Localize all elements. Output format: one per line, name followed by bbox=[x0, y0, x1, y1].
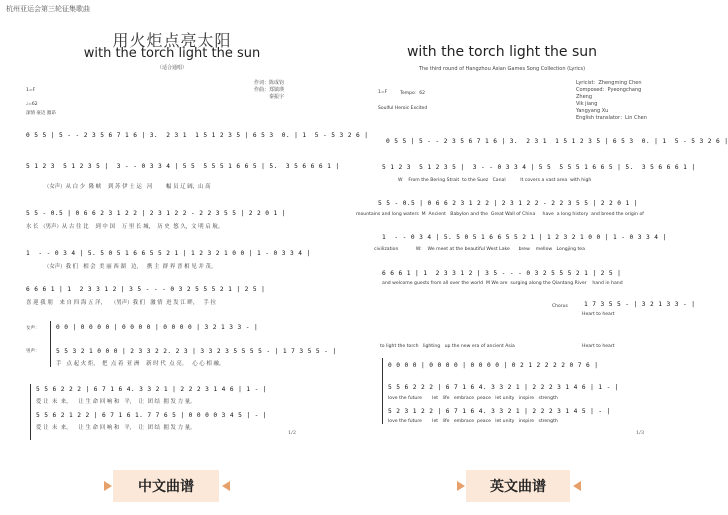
lyric-line: W From the Bering Strait to the Suez Canal It covers a vast area with high bbox=[398, 178, 592, 183]
notation-line: 5 1 2 3 5 1 2 3 5 | 3 - - 0 3 3 4 | 5 5 5 5 5 1 6 6 5 | 5. 3 5 6 6 6 1 | bbox=[382, 164, 696, 171]
score-title-cn: 用火炬点亮太阳 bbox=[112, 31, 232, 50]
key-signature: 1=F bbox=[378, 90, 388, 95]
notation-line: 1 7 3 5 5 - | 3 2 1 3 3 - | bbox=[584, 301, 696, 308]
credit-line: Lyricist：Zhengming Chen bbox=[576, 80, 642, 86]
notation-line: 0 5 5 | 5 - - 2 3 5 6 7 1 6 | 3. 2 3 1 1 5 1 2 3 5 | 6 5 3 0. | 1 5 - 5 3 2 6 | bbox=[386, 138, 728, 145]
score-credits bbox=[576, 80, 652, 122]
tempo-mark: ♩=62 bbox=[26, 102, 38, 107]
notation-line: 1 - - 0 3 4 | 5. 5 0 5 1 6 6 5 5 2 1 | 1 2 3 2 1 0 0 | 1 - 0 3 3 4 | bbox=[382, 234, 667, 241]
page-number: 1/2 bbox=[288, 430, 297, 436]
lyric-line: （女声）从 白 少 隆 峡 到 苏 伊 士 运 河 幅 员 辽 阔，山 高 bbox=[44, 184, 211, 190]
credit-line: Vik jiang bbox=[576, 101, 598, 107]
notation-line: 5 5 6 2 2 2 | 6 7 1 6 4. 3 3 2 1 | 2 2 2 3 1 4 6 | 1 - | bbox=[388, 384, 620, 391]
notation-line: 5 5 - 0.5 | 0 6 6 2 3 1 2 2 | 2 3 1 2 2 - 2 2 3 5 5 | 2 2 0 1 | bbox=[26, 210, 286, 217]
score-subtitle: The third round of Hangzhou Asian Games Song Collection (Lyrics) bbox=[418, 66, 586, 72]
credit-line: English translator：Lin Chen bbox=[576, 115, 647, 121]
notation-line: 6 6 6 1 | 1 2 3 3 1 2 | 3 5 - - - 0 3 2 5 5 5 2 1 | 2 5 | bbox=[26, 286, 266, 293]
lyric-line: love the future let life embrace peace let unity inspire strength bbox=[388, 396, 558, 401]
notation-line: 6 6 6 1 | 1 2 3 3 1 2 | 3 5 - - - 0 3 2 5 5 5 2 1 | 2 5 | bbox=[382, 270, 622, 277]
chorus-label: Chorus bbox=[552, 304, 568, 309]
notation-line: 0 0 0 0 | 0 0 0 0 | 0 0 0 0 | 0 2 1 2 2 2 2 0 7 6 | bbox=[388, 362, 599, 369]
lyric-line: 水 长 （男声）从 古 往 比 到 中 国 万 里 长 城， 历 史 悠 久，文 明 启 航。 bbox=[26, 224, 224, 230]
lyric-line: civilization W: We meet at the beautiful West Lake brew mellow Longjing tea bbox=[374, 247, 585, 252]
system-brace bbox=[382, 358, 385, 424]
credit-line: 作曲：郑镇瑛 bbox=[254, 87, 285, 93]
notation-line: 5 5 6 2 2 2 | 6 7 1 6 4. 3 3 2 1 | 2 2 2 3 1 4 6 | 1 - | bbox=[36, 386, 268, 393]
arrow-left-icon bbox=[573, 481, 581, 491]
english-score-button[interactable] bbox=[466, 470, 570, 502]
score-title-en: with the torch light the sun bbox=[83, 46, 261, 61]
key-signature: 1=F bbox=[26, 88, 36, 93]
notation-line: 5 5 6 2 1 2 2 | 6 7 1 6 1. 7 7 6 5 | 0 0 0 0 3 4 5 | - | bbox=[36, 412, 268, 419]
score-page-english bbox=[352, 18, 728, 438]
part-label-male: 男声： bbox=[26, 349, 40, 354]
arrow-right-icon bbox=[104, 481, 112, 491]
lyric-line: Heart to heart bbox=[582, 344, 615, 349]
system-brace bbox=[30, 384, 33, 440]
tempo-mark: Tempo：62 bbox=[400, 91, 425, 96]
system-brace bbox=[50, 321, 53, 367]
notation-line: 5 5 3 2 1 0 0 0 | 2 3 3 2 2. 2 3 | 3 3 2 3 5 5 5 5 - | 1 7 3 5 5 - | bbox=[56, 348, 337, 355]
chinese-score-button-label: 中文曲谱 bbox=[138, 479, 194, 495]
style-mark: 深情 豪迈 激昂 bbox=[26, 111, 56, 116]
lyric-line: and welcome guests from all over the world M We are surging along the Qiantang River hand in hand bbox=[382, 281, 623, 286]
notation-line: 5 1 2 3 5 1 2 3 5 | 3 - - 0 3 3 4 | 5 5 5 5 5 1 6 6 5 | 5. 3 5 6 6 6 1 | bbox=[26, 163, 340, 170]
style-mark: Soulful Heroic Excited bbox=[378, 106, 428, 111]
lyric-line: 喜 迎 我 朋 来 自 四 海 五 洋， （男声）我 们 激 情 迸 发 江 畔， 手 拉 bbox=[26, 300, 216, 306]
score-page-chinese bbox=[22, 18, 369, 438]
notation-line: 0 5 5 | 5 - - 2 3 5 6 7 1 6 | 3. 2 3 1 1 5 1 2 3 5 | 6 5 3 0. | 1 5 - 5 3 2 6 | bbox=[26, 132, 369, 139]
lyric-line: （女声）我 们 相 会 美 丽 西 湖 边， 携 主 群 界 晋 相 见 并 茂。 bbox=[44, 264, 217, 270]
lyric-line: Heart to heart bbox=[582, 312, 615, 317]
arrow-right-icon bbox=[457, 481, 465, 491]
score-title-en: with the torch light the sun bbox=[406, 44, 598, 60]
notation-line: 1 - - 0 3 4 | 5. 5 0 5 1 6 6 5 5 2 1 | 1 2 3 2 1 0 0 | 1 - 0 3 3 4 | bbox=[26, 250, 311, 257]
score-subtitle: （适合通唱） bbox=[156, 65, 187, 71]
score-credits bbox=[254, 80, 284, 101]
part-label-female: 女声： bbox=[26, 326, 40, 331]
credit-line: 秦振宇 bbox=[269, 94, 285, 100]
credit-line: Yangyang Xu bbox=[576, 108, 609, 114]
lyric-line: mountains and long waters M Ancient Babylon and the Great Wall of China have a long history and breed the origin of bbox=[356, 212, 644, 217]
lyric-line: love the future let life embrace peace let unity inspire strength bbox=[388, 419, 558, 424]
arrow-left-icon bbox=[222, 481, 230, 491]
notation-line: 5 5 - 0.5 | 0 6 6 2 3 1 2 2 | 2 3 1 2 2 - 2 2 3 5 5 | 2 2 0 1 | bbox=[378, 200, 638, 207]
credit-line: 作词：陈成钧 bbox=[254, 80, 285, 86]
page-number: 1/3 bbox=[636, 430, 645, 436]
notation-line: 0 0 | 0 0 0 0 | 0 0 0 0 | 0 0 0 0 | 3 2 1 3 3 - | bbox=[56, 324, 259, 331]
lyric-line: 手 点 起 火 炬， 把 点 着 亚 洲 新 时 代 点 亮。 心 心 相 融。 bbox=[56, 361, 225, 367]
lyric-line: 爱 让 未 来， 让 生 命 回 响 和 平， 让 团 结 拥 发 力 量。 bbox=[36, 399, 196, 405]
credit-line: Composed：Pyeongchang Zheng bbox=[576, 87, 642, 100]
chinese-score-button[interactable] bbox=[113, 470, 219, 502]
page-header-text: 杭州亚运会第三轮征集歌曲 bbox=[6, 5, 90, 13]
lyric-line: to light the torch lighting up the new era of ancient Asia bbox=[380, 344, 515, 349]
english-score-button-label: 英文曲谱 bbox=[490, 479, 546, 495]
notation-line: 5 2 3 1 2 2 | 6 7 1 6 4. 3 3 2 1 | 2 2 2 3 1 4 5 | - | bbox=[388, 408, 611, 415]
lyric-line: 爱 让 未 来， 让 生 命 回 响 和 平， 让 团 结 拥 发 力 量。 bbox=[36, 425, 196, 431]
